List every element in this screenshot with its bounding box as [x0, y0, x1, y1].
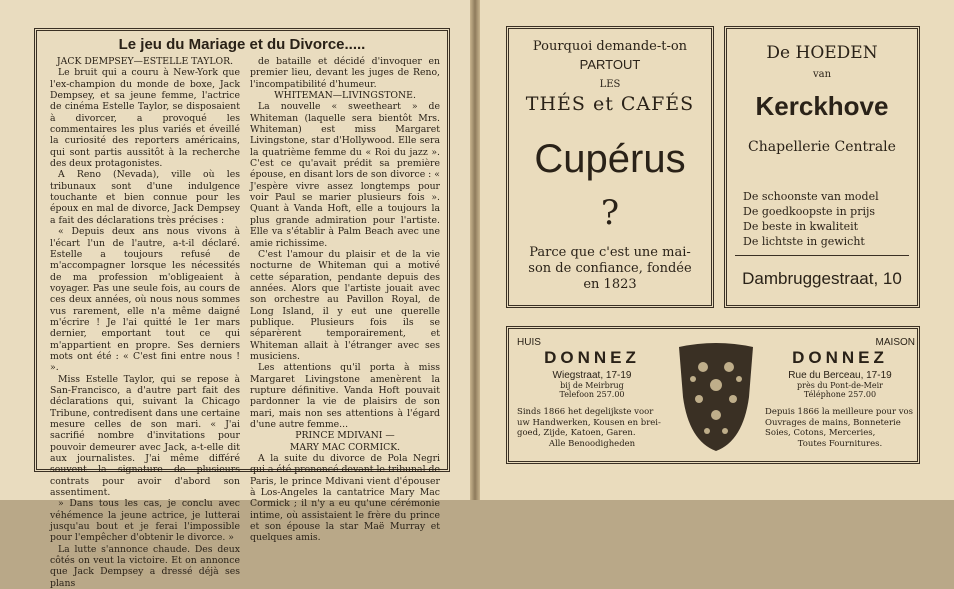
ad-kerckhove-brand: Kerckhove	[755, 91, 889, 121]
ad-cuperus-slogan3: en 1823	[583, 277, 637, 292]
article-paragraph: La lutte s'annonce chaude. Des deux côtés on veut la victoire. Et on annonce que Jack Dempsey a dressé déjà ses plans	[50, 543, 240, 589]
article-paragraph: La nouvelle « sweetheart » de Whiteman (laquelle sera bientôt Mrs. Whiteman) est miss Margaret Livingstone, star d'Hollywood. Elle sera la quatrième femme du « Roi du jazz ». C'est ce qu'avait prédit sa première épouse, en disant lors de son divorce : « J'espère vivre assez longtemps pour voir Paul se marier plusieurs fois ». Quant à Vanda Hoft, elle a toujours la plus grande admiration pour l'artiste. Elle va s'établir à Palm Beach avec une amie richissime.	[250, 101, 440, 249]
article-paragraph: Miss Estelle Taylor, qui se repose à San-Francisco, a d'autre part fait des déclarations qui, suivant la Chicago Tribune, contredisent dans une certaine mesure celles de son mari. « J'ai sacrifié nombre d'invitations pour pouvoir demeurer avec Jack, a-t-elle dit aux journalistes. J'ai même différé souvent la signature de plusieurs contrats pour avoir d'abord son assentiment.	[50, 373, 240, 499]
ad-donnez-right-street: Rue du Berceau, 17-19	[788, 370, 892, 381]
ad-donnez-huis: HUIS	[517, 337, 541, 348]
article-column-left	[50, 56, 240, 589]
ad-donnez-right-desc1: Depuis 1866 la meilleure pour vos	[765, 407, 913, 417]
ad-cuperus-line2: PARTOUT	[579, 57, 641, 72]
ad-donnez-left-desc1: Sinds 1866 het degelijkste voor	[517, 407, 654, 417]
ad-donnez	[506, 326, 920, 464]
ad-kerckhove-item: De schoonste van model	[743, 190, 879, 203]
ad-donnez-left	[517, 337, 667, 449]
ad-donnez-right-desc3: Soies, Cotons, Merceries,	[765, 428, 876, 438]
ad-cuperus-line4: THÉS et CAFÉS	[525, 93, 695, 115]
ad-donnez-maison: MAISON	[875, 337, 915, 348]
article-paragraph: Les attentions qu'il porta à miss Margaret Livingstone amenèrent la rupture définitive. Vanda Hoft pouvait pardonner la vie de plaisirs de son mari, mais non ses attentions à l'égard d'une autre femme...	[250, 362, 440, 430]
ad-donnez-right	[765, 337, 915, 449]
ad-donnez-right-near: près du Pont-de-Meir	[797, 381, 883, 390]
article-section-heading: PRINCE MDIVANI —	[295, 430, 395, 442]
ad-donnez-right-tel: Téléphone 257.00	[803, 390, 877, 399]
article-paragraph: « Depuis deux ans nous vivons à l'écart l'un de l'autre, a-t-il déclaré. Estelle a toujours refusé de m'accompagner lorsque les nécessités de ma profession m'obligeaient à voyager. Pas une seule fois, au cours de ces deux années, où nous nous sommes vus rarement, elle n'a même daigné m'écrire ! Je l'ai quitté le 1er mars dernier, emportant tout ce qui m'appartient en propre. Ses derniers mots ont été : « C'est fini entre nous ! ».	[50, 226, 240, 374]
ad-kerckhove-item: De lichtste in gewicht	[743, 235, 865, 248]
ad-cuperus	[506, 26, 714, 308]
article-paragraph: A Reno (Nevada), ville où les tribunaux sont d'une indulgence touchante et bien connue pour les époux en mal de divorce, Jack Dempsey a fait des déclarations très précises :	[50, 169, 240, 226]
ad-kerckhove-item: De beste in kwaliteit	[743, 220, 859, 233]
article-paragraph: A la suite du divorce de Pola Negri qui a été prononcé devant le tribunal de Paris, le prince Mdivani vient d'épouser à Los-Angeles la cantatrice Mary Mac Cormick ; il n'y a eu qu'une cérémonie intime, où assistaient le frère du prince et son épouse la star Maë Murray et quelques amis.	[250, 453, 440, 544]
ad-donnez-right-desc2: Ouvrages de mains, Bonneterie	[765, 417, 901, 428]
ad-cuperus-slogan2: son de confiance, fondée	[528, 261, 692, 276]
ad-donnez-left-street: Wiegstraat, 17-19	[552, 370, 632, 381]
ornamental-vase-icon	[673, 337, 759, 455]
ad-kerckhove	[724, 26, 920, 308]
ad-donnez-left-desc2: uw Handwerken, Kousen en brei-	[517, 417, 661, 428]
ad-kerckhove-line1: De HOEDEN	[766, 43, 878, 63]
ad-kerckhove-line2: van	[812, 69, 832, 80]
article-paragraph: de bataille et décidé d'invoquer en premier lieu, devant les juges de Reno, l'incompatibilité d'humeur.	[250, 56, 440, 90]
ad-donnez-left-desc	[517, 407, 667, 449]
book-gutter	[470, 0, 480, 500]
ad-cuperus-slogan1: Parce que c'est une mai-	[529, 245, 691, 260]
ad-donnez-right-name: DONNEZ	[792, 348, 888, 367]
ad-cuperus-brand: Cupérus	[534, 137, 686, 181]
ad-donnez-right-desc4: Toutes Fournitures.	[797, 438, 883, 449]
ad-donnez-left-desc3: goed, Zijde, Katoen, Garen.	[517, 428, 636, 438]
ad-donnez-left-tel: Telefoon 257.00	[559, 390, 625, 399]
article-section-heading: MARY MAC CORMICK.	[289, 441, 401, 453]
article-column-right	[250, 56, 440, 544]
article-paragraph: » Dans tous les cas, je conclu avec véhémence la jeune actrice, je lutterai jusqu'au bout et je ferai l'impossible pour l'empêcher d'obtenir le divorce. »	[50, 498, 240, 544]
article-paragraph: Le bruit qui a couru à New-York que l'ex-champion du monde de boxe, Jack Dempsey, et sa jeune femme, l'actrice de cinéma Estelle Taylor, se disposaient à divorcer, a provoqué les commentaires les plus variés et éveillé la curiosité des reporters américains, qui sont partis aussitôt à la recherche des deux protagonistes.	[50, 67, 240, 170]
article-paragraph: C'est l'amour du plaisir et de la vie nocturne de Whiteman qui a motivé cette séparation, pendante depuis des années. Alors que l'artiste jouait avec son orchestre au Pavillon Royal, de Long Island, il y eut une querelle publique. Plusieurs fois ils se séparèrent temporairement, et Whiteman allait à l'étranger avec ses musiciens.	[250, 248, 440, 362]
ad-cuperus-question: ?	[600, 193, 620, 233]
ad-kerckhove-divider	[735, 255, 909, 256]
ad-donnez-left-name: DONNEZ	[544, 348, 640, 367]
ad-donnez-left-near: bij de Meirbrug	[560, 381, 624, 390]
article-title: Le jeu du Mariage et du Divorce.....	[118, 36, 366, 53]
article-section-heading: JACK DEMPSEY—ESTELLE TAYLOR.	[56, 56, 234, 67]
ad-kerckhove-item: De goedkoopste in prijs	[743, 205, 876, 218]
ad-kerckhove-list	[743, 189, 879, 249]
ad-donnez-right-desc	[765, 407, 915, 449]
ad-cuperus-line1: Pourquoi demande-t-on	[532, 39, 688, 54]
article-section-heading: WHITEMAN—LIVINGSTONE.	[274, 90, 416, 102]
ad-kerckhove-subtitle: Chapellerie Centrale	[748, 139, 896, 155]
ad-cuperus-line3: LES	[599, 79, 621, 90]
ad-kerckhove-address: Dambruggestraat, 10	[742, 269, 902, 288]
ad-donnez-left-desc4: Alle Benoodigheden	[548, 438, 636, 449]
